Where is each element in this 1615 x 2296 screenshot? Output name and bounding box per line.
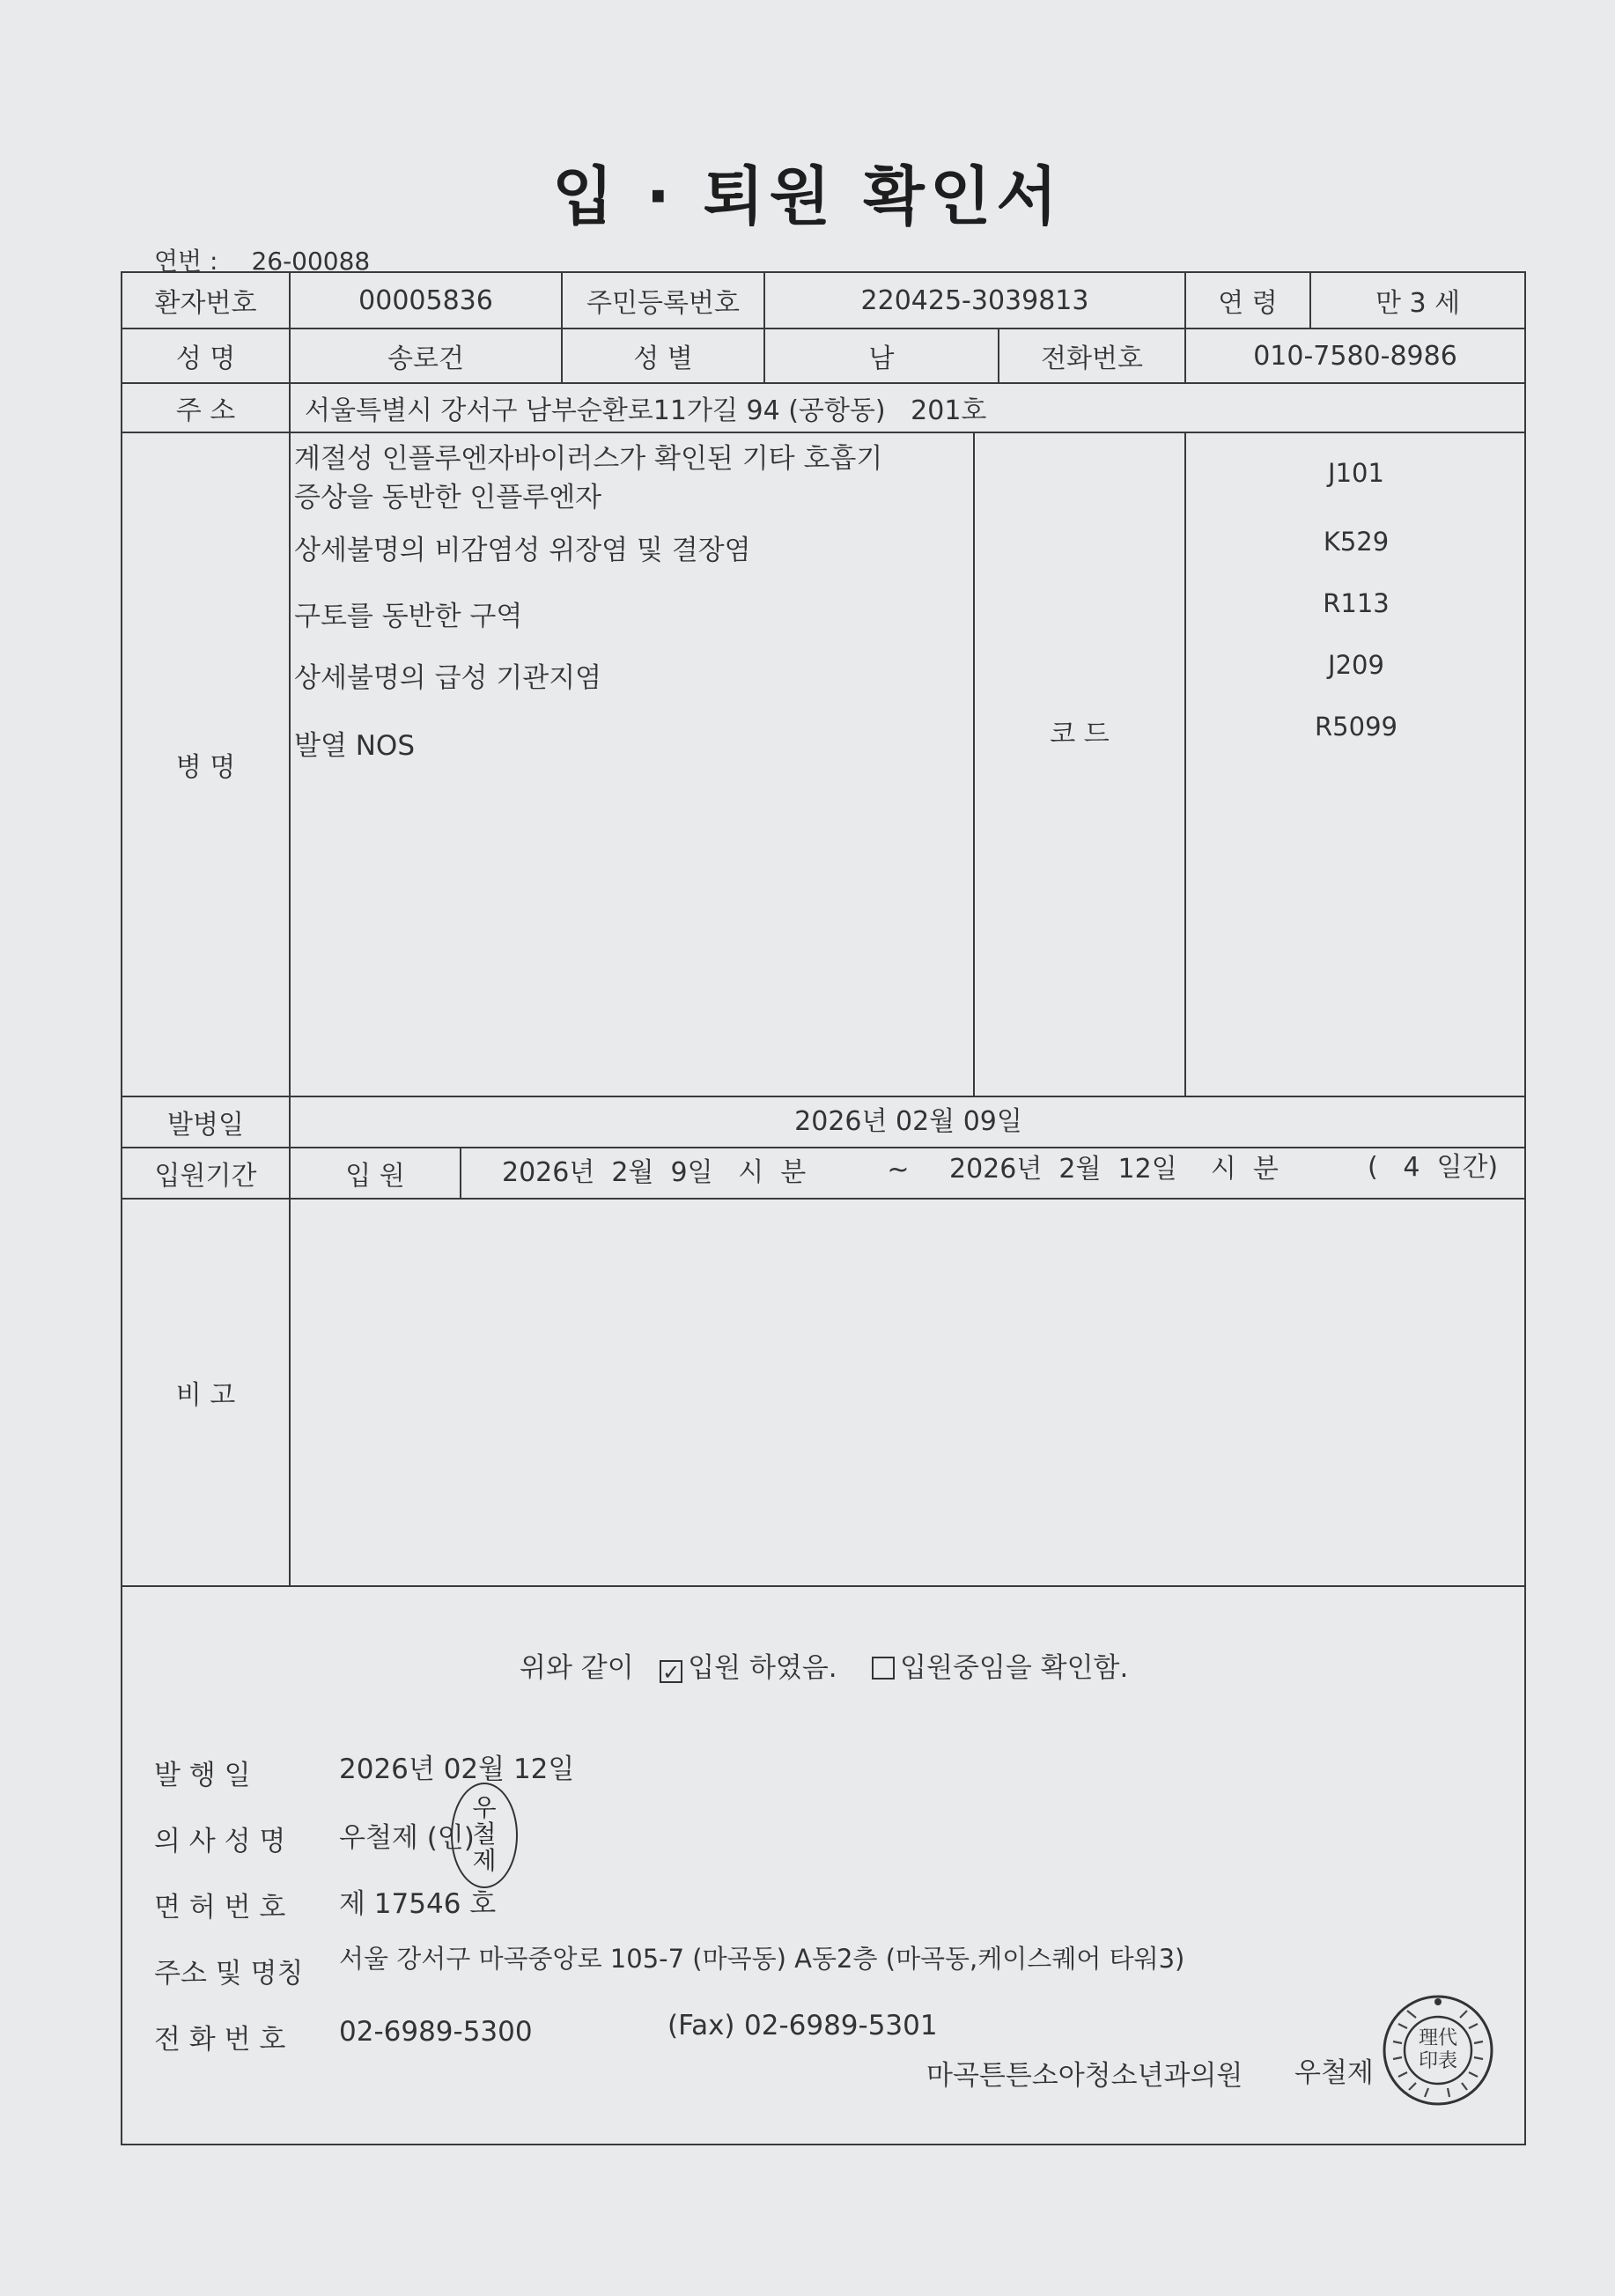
document-title: 입 · 퇴원 확인서 [552,159,1063,233]
diagnosis-item: 계절성 인플루엔자바이러스가 확인된 기타 호흡기 [294,443,883,475]
col-line [1184,432,1186,1096]
diagnosis-code: J209 [1328,650,1384,680]
doctor-seal: 우 철 제 [451,1783,518,1888]
col-line [460,1147,461,1198]
diagnosis-code: R5099 [1315,712,1397,742]
signer-name: 우철제 [1294,2057,1374,2089]
phone-value: 010-7580-8986 [1253,340,1457,372]
onset-date: 2026년 02월 09일 [794,1106,1022,1137]
phone-label: 전화번호 [1041,343,1143,374]
serial-label: 연번 : [154,247,218,276]
address-label: 주 소 [175,395,236,426]
diagnosis-item: 상세불명의 급성 기관지염 [294,662,602,694]
clinic-name: 마곡튼튼소아청소년과의원 [926,2060,1243,2092]
license-number: 제 17546 호 [339,1888,497,1920]
name-label: 성 명 [175,343,236,374]
clinic-address-label: 주소 및 명칭 [154,1958,304,1990]
svg-text:印表: 印表 [1418,2050,1458,2072]
fax-number: 02-6989-5301 [744,2010,938,2041]
rrn-value: 220425-3039813 [860,284,1089,316]
admission-type: 입 원 [345,1161,405,1192]
diagnosis-code: K529 [1323,527,1390,557]
diagnosis-item: 발열 NOS [294,730,416,762]
row-line [121,1585,1526,1587]
age-label: 연 령 [1218,288,1278,319]
address-value: 서울특별시 강서구 남부순환로11가길 94 (공항동) 201호 [305,395,987,426]
patient-id-label: 환자번호 [154,288,257,319]
clinic-seal [1381,1993,1495,2108]
sex-value: 남 [868,343,895,374]
inpatient-option: 입원중임을 확인함. [900,1652,1129,1684]
remarks-value [291,1200,1526,1585]
onset-label: 발병일 [167,1110,244,1141]
diagnosis-label: 병 명 [175,752,236,783]
svg-text:理代: 理代 [1418,2027,1458,2049]
sex-label: 성 별 [633,343,693,374]
age-value: 만 3 세 [1375,288,1461,319]
admission-days: ( 4 일간) [1368,1152,1499,1183]
admission-end: 2026년 2월 12일 시 분 [949,1154,1279,1185]
confirm-statement [520,1645,1128,1685]
clinic-address: 서울 강서구 마곡중앙로 105-7 (마곡동) A동2층 (마곡동,케이스퀘어 타워3) [339,1944,1185,1974]
code-label: 코 드 [1050,719,1110,749]
diagnosis-item: 상세불명의 비감염성 위장염 및 결장염 [294,535,751,566]
patient-name: 송로건 [387,343,464,374]
diagnosis-code: J101 [1328,458,1384,488]
row-line [121,432,1526,433]
remarks-label: 비 고 [175,1380,236,1411]
issue-date: 2026년 02월 12일 [339,1753,575,1785]
patient-id: 00005836 [358,284,493,316]
issue-date-label: 발 행 일 [154,1760,251,1791]
fax-label: (Fax) [667,2010,735,2041]
admitted-option: 입원 하였음. [688,1652,837,1684]
diagnosis-item: 구토를 동반한 구역 [294,601,523,632]
admission-label: 입원기간 [154,1161,257,1192]
admission-start: 2026년 2월 9일 시 분 [502,1157,807,1188]
diagnosis-item: 증상을 동반한 인플루엔자 [294,482,602,513]
rrn-label: 주민등록번호 [586,288,740,319]
serial-value: 26-00088 [251,247,371,276]
license-label: 면 허 번 호 [154,1892,286,1923]
doctor-label: 의 사 성 명 [154,1826,286,1857]
diagnosis-code: R113 [1323,588,1390,618]
admission-tilde: ~ [887,1154,910,1185]
confirm-prefix: 위와 같이 [520,1652,634,1684]
tel-label: 전 화 번 호 [154,2024,286,2056]
tel-number: 02-6989-5300 [339,2016,533,2048]
admitted-checkbox[interactable]: ✓ [660,1660,682,1683]
inpatient-checkbox[interactable] [872,1657,895,1680]
doctor-name: 우철제 (인) [339,1822,475,1854]
